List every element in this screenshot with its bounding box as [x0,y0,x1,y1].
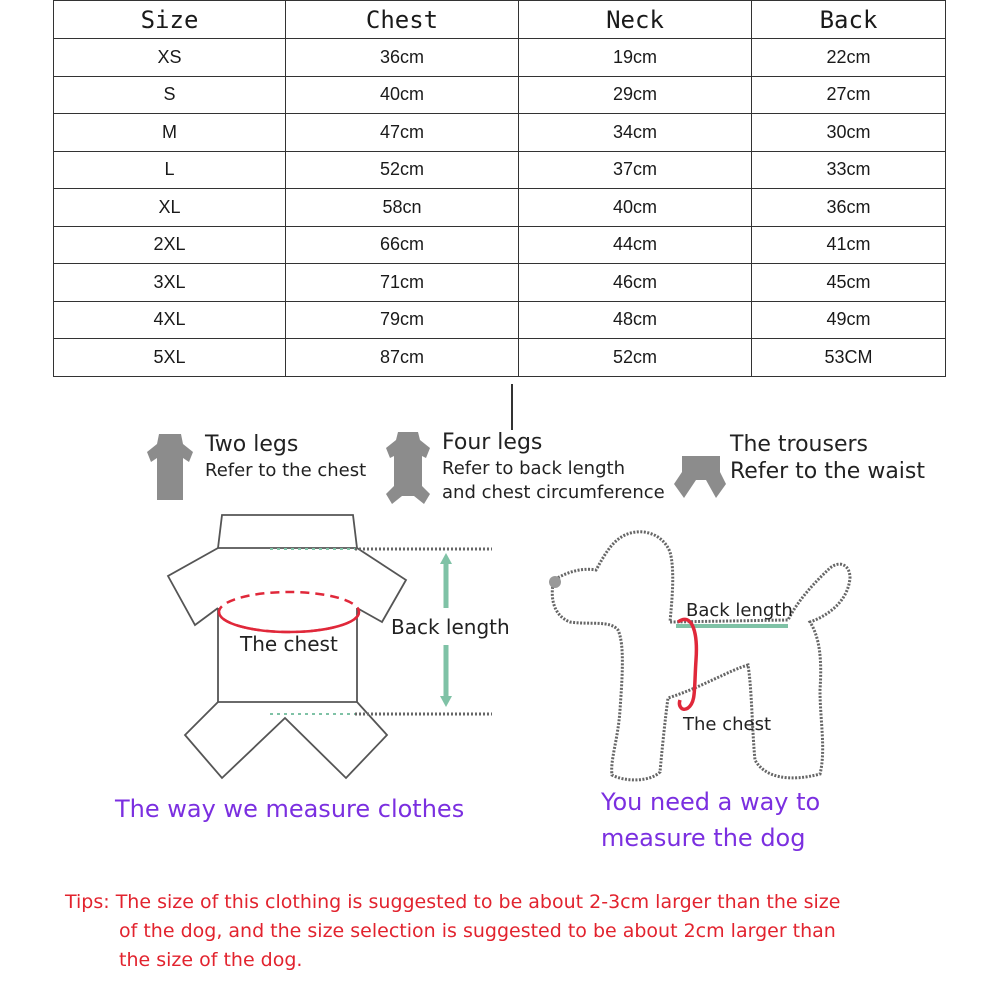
cell-back: 41cm [752,226,946,264]
cell-back: 49cm [752,301,946,339]
dog-caption-line-1: You need a way to [601,788,821,816]
cell-back: 30cm [752,114,946,152]
two-leg-shirt-icon [145,432,195,502]
dog-back-length-label: Back length [686,600,793,621]
cell-chest: 52cm [286,151,519,189]
trousers-title: The trousers [730,432,869,457]
table-row [54,226,946,264]
cell-neck: 37cm [519,151,752,189]
dog-chest-label: The chest [683,714,772,735]
cell-neck: 34cm [519,114,752,152]
table-row [54,301,946,339]
table-row [54,151,946,189]
cell-size: XS [54,39,286,77]
cell-neck: 44cm [519,226,752,264]
cell-back: 22cm [752,39,946,77]
table-row [54,39,946,77]
table-header-row [54,1,946,39]
divider-line [511,384,513,430]
two-legs-subtitle: Refer to the chest [205,460,367,481]
cell-back: 33cm [752,151,946,189]
tips-line-2: of the dog, and the size selection is suggested to be about 2cm larger than [119,920,836,942]
dog-measurement-diagram [530,520,870,800]
cell-back: 36cm [752,189,946,227]
header-neck: Neck [519,1,752,39]
four-legs-title: Four legs [442,430,543,455]
garment-type-trousers [670,432,925,504]
cell-size: 2XL [54,226,286,264]
header-size: Size [54,1,286,39]
header-back: Back [752,1,946,39]
trousers-subtitle: Refer to the waist [730,459,926,484]
cell-size: 3XL [54,264,286,302]
clothes-caption: The way we measure clothes [115,795,465,823]
tips-line-3: the size of the dog. [119,949,303,971]
tips-line-1: Tips: The size of this clothing is suggested to be about 2-3cm larger than the size [65,891,841,913]
sizing-tips [65,888,955,975]
four-legs-subtitle-2: and chest circumference [442,482,665,503]
clothes-chest-label: The chest [240,632,338,656]
cell-size: 4XL [54,301,286,339]
table-row [54,76,946,114]
cell-neck: 48cm [519,301,752,339]
table-row [54,114,946,152]
dog-caption-line-2: measure the dog [601,824,806,852]
four-leg-suit-icon [382,430,434,510]
cell-chest: 66cm [286,226,519,264]
cell-chest: 79cm [286,301,519,339]
cell-neck: 52cm [519,339,752,377]
header-chest: Chest [286,1,519,39]
cell-chest: 36cm [286,39,519,77]
cell-size: XL [54,189,286,227]
garment-type-two-legs [145,432,366,502]
cell-size: L [54,151,286,189]
clothes-back-length-label: Back length [391,615,510,639]
cell-size: S [54,76,286,114]
cell-size: 5XL [54,339,286,377]
table-row [54,339,946,377]
table-row [54,264,946,302]
cell-back: 27cm [752,76,946,114]
garment-type-four-legs [382,430,665,510]
cell-neck: 40cm [519,189,752,227]
cell-chest: 71cm [286,264,519,302]
cell-back: 45cm [752,264,946,302]
four-legs-subtitle: Refer to back length [442,458,625,479]
cell-chest: 58cn [286,189,519,227]
cell-chest: 87cm [286,339,519,377]
cell-neck: 29cm [519,76,752,114]
cell-chest: 47cm [286,114,519,152]
cell-back: 53CM [752,339,946,377]
table-row [54,189,946,227]
two-legs-title: Two legs [205,432,299,457]
cell-size: M [54,114,286,152]
cell-neck: 46cm [519,264,752,302]
trousers-icon [670,454,728,504]
size-chart-table [53,0,946,377]
cell-neck: 19cm [519,39,752,77]
cell-chest: 40cm [286,76,519,114]
